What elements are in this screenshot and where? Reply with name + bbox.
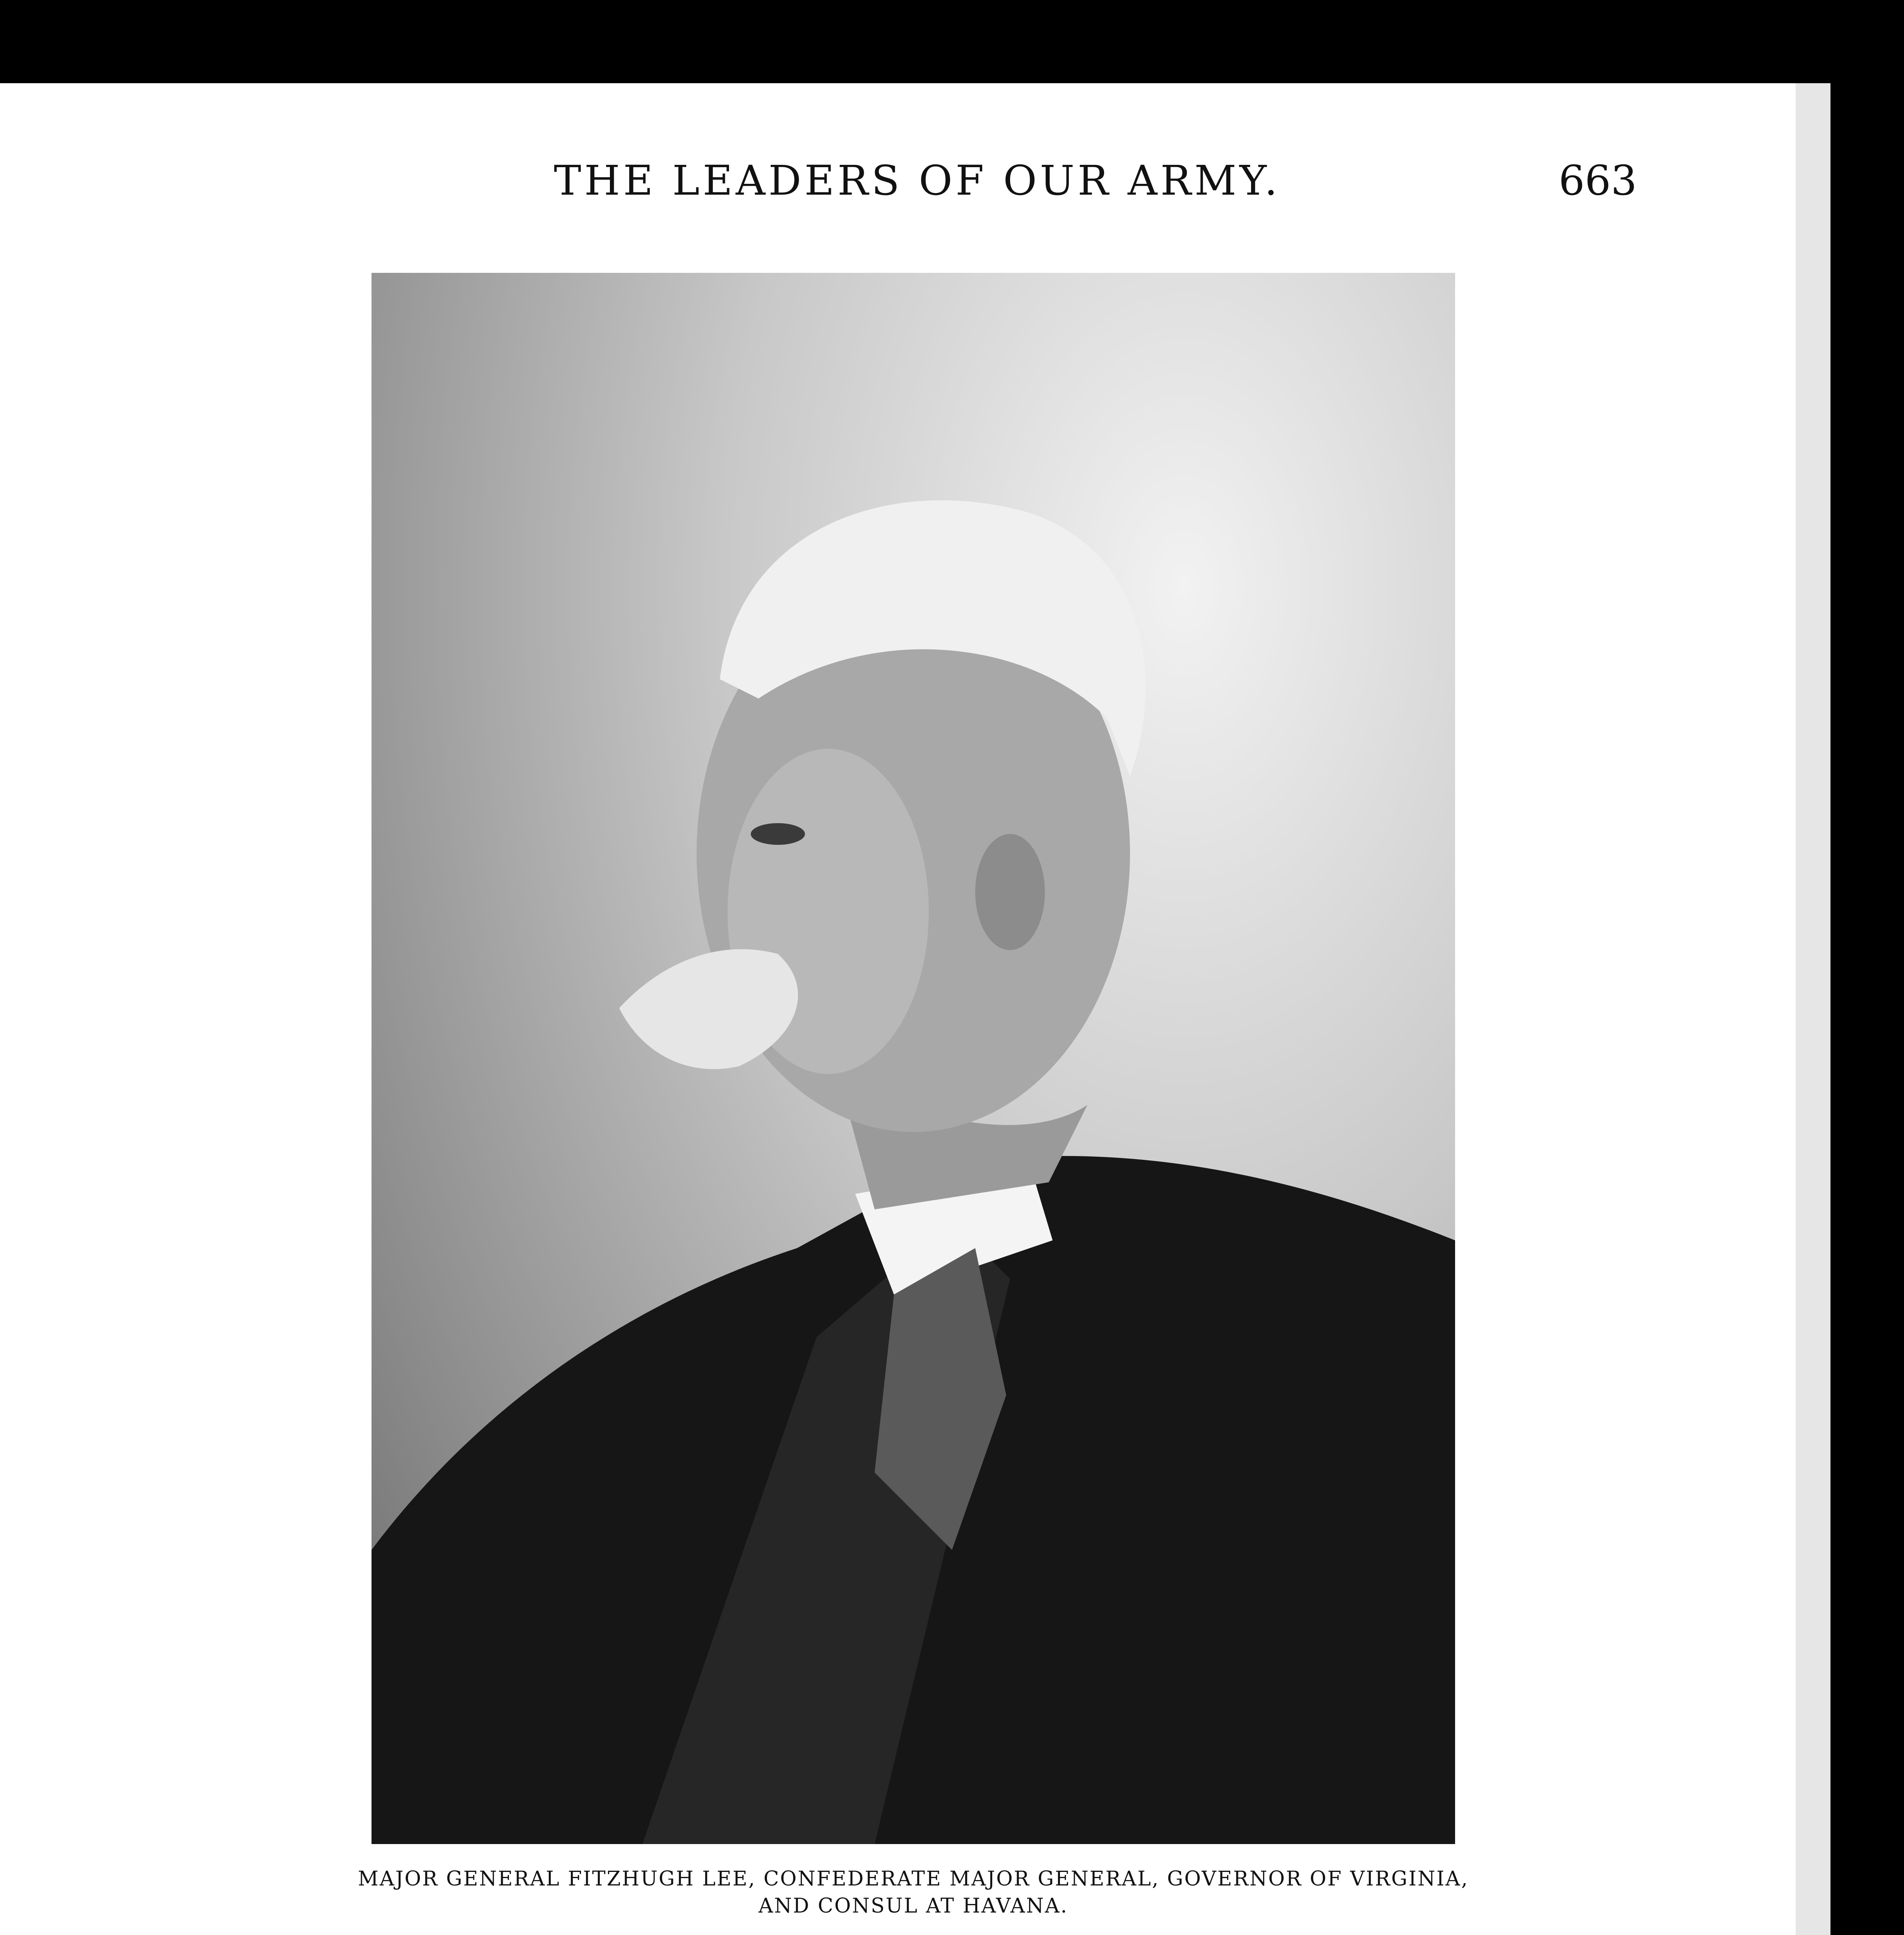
portrait-illustration [372,273,1455,1844]
right-page-edge [1796,83,1830,1935]
page-number: 663 [1558,157,1637,204]
caption-line-1: MAJOR GENERAL FITZHUGH LEE, CONFEDERATE MAJOR GENERAL, GOVERNOR OF VIRGINIA, [358,1867,1469,1890]
figure-caption [232,1865,1594,1920]
running-head: THE LEADERS OF OUR ARMY. [554,157,1281,204]
caption-line-2: AND CONSUL AT HAVANA. [758,1894,1068,1918]
portrait-photograph [372,273,1455,1844]
left-page-edge [0,83,75,1935]
